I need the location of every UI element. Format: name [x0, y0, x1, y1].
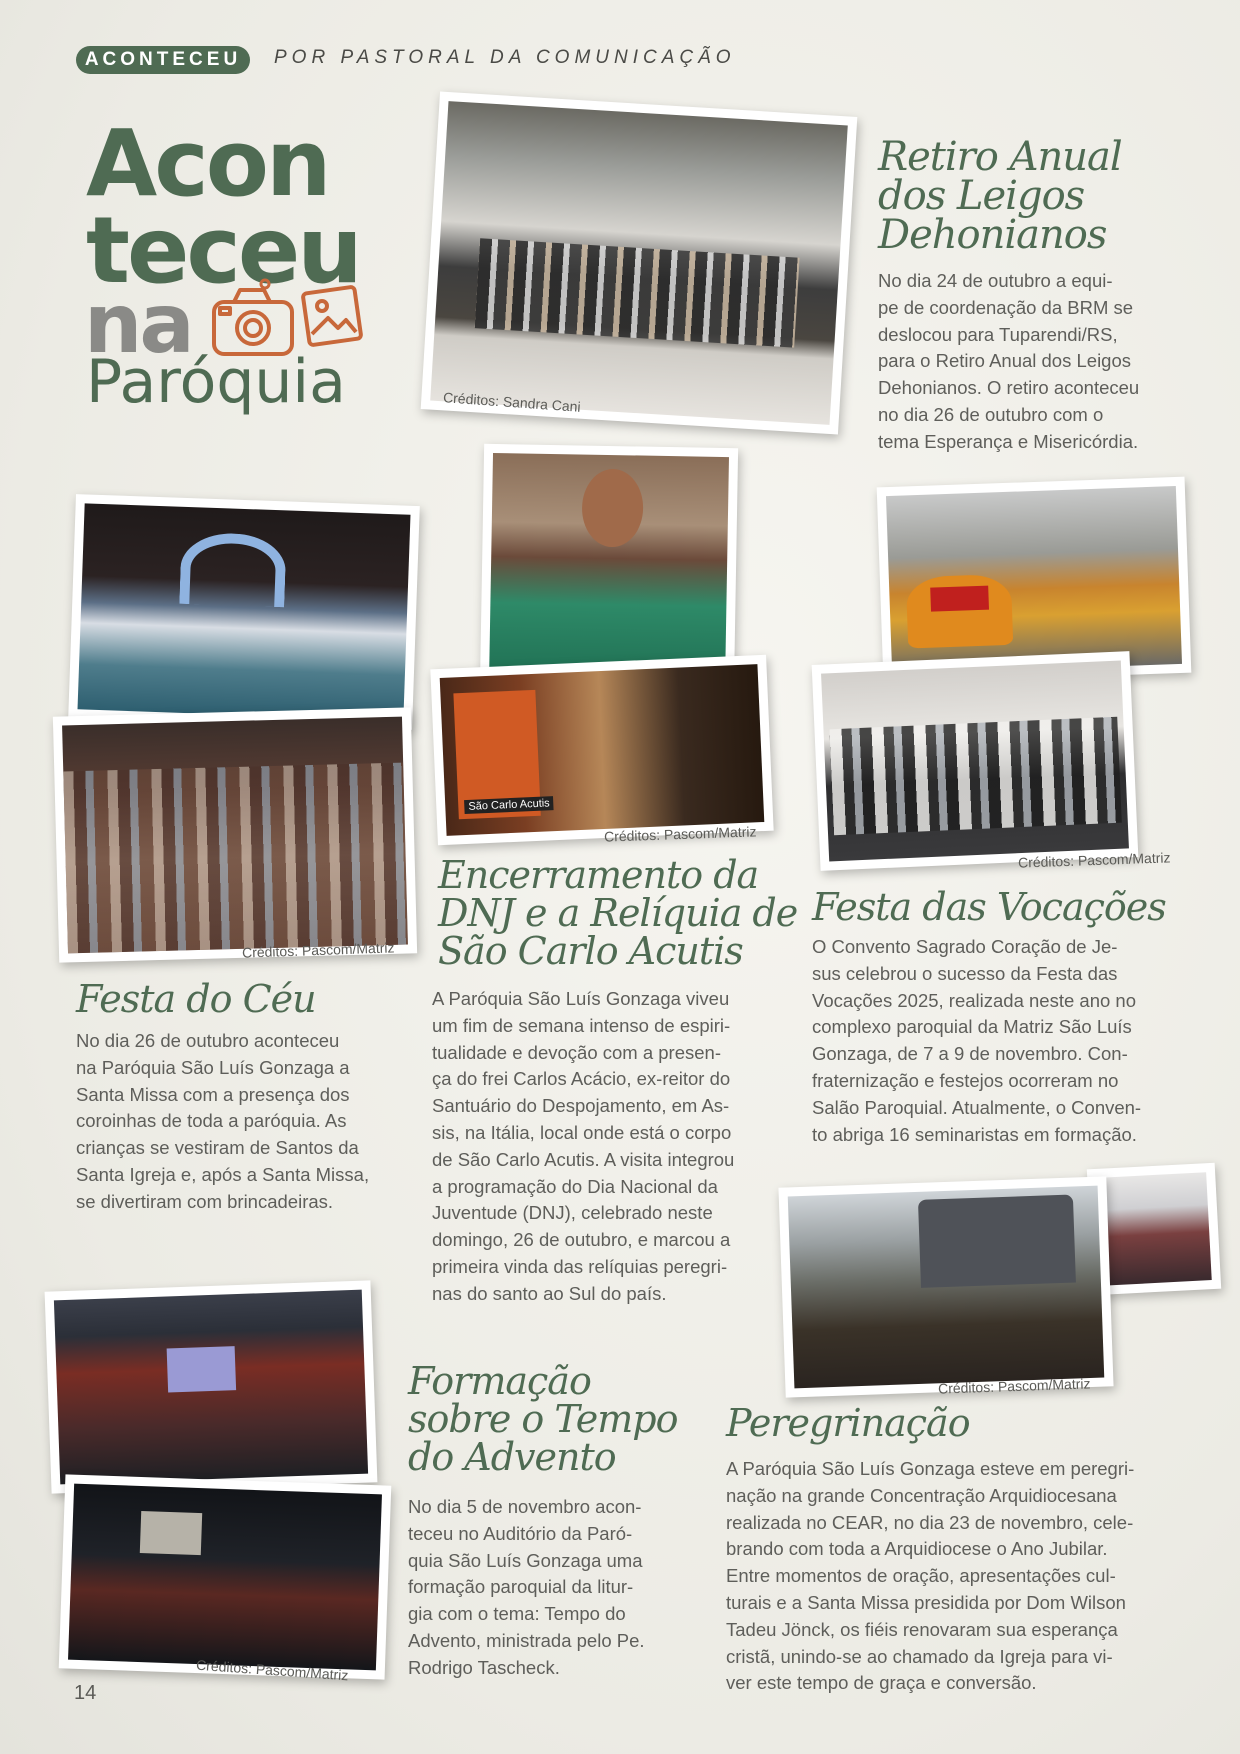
body-peregrinacao: A Paróquia São Luís Gonzaga esteve em peregri- nação na grande Concentração Arquidiocesana realizada no CEAR, no dia 23 de novembro, cele- brando com toda a Arquidiocese o Ano Jubilar. Entre momentos de oração, apresentações cul- turais e a Santa Missa presidida por Dom Wilson Tadeu Jönck, os fiéis renovaram sua esperança cristã, unindo-se ao chamado da Igreja para vi- ver este tempo de graça e conversão. [726, 1458, 1135, 1694]
logo-line-2: teceu [86, 197, 360, 304]
photo-vocacoes-group [812, 651, 1139, 871]
logo-line-1: Acon [86, 110, 329, 217]
photo-advento-2 [59, 1474, 392, 1679]
body-vocacoes: O Convento Sagrado Coração de Je- sus celebrou o sucesso da Festa das Vocações 2025, realizada neste ano no complexo paroquial da Matriz São Luís Gonzaga, de 7 a 9 de novembro. Con- fraternização e festejos ocorreram no Salão Paroquial. Atualmente, o Conven- to abriga 16 seminaristas em formação. [812, 936, 1142, 1145]
body-retiro: No dia 24 de outubro a equi- pe de coordenação da BRM se deslocou para Tuparendi/RS, para o Retiro Anual dos Leigos Dehonianos. O retiro aconteceu no dia 26 de outubro com o tema Esperança e Misericórdia. [878, 270, 1140, 452]
photo-reliquia [430, 655, 773, 845]
byline: POR PASTORAL DA COMUNICAÇÃO [274, 47, 736, 68]
credit-dnj: Créditos: Pascom/Matriz [603, 823, 757, 845]
title-advento: Formação sobre o Tempo do Advento [408, 1359, 678, 1479]
title-retiro: Retiro Anual dos Leigos Dehonianos [878, 134, 1122, 258]
title-ceu: Festa do Céu [76, 977, 316, 1021]
photo-label: São Carlo Acutis [464, 796, 554, 814]
credit-advento: Créditos: Pascom/Matriz [195, 1656, 349, 1684]
photo-retiro [421, 92, 858, 435]
body-advento: No dia 5 de novembro acon- teceu no Auditório da Paró- quia São Luís Gonzaga uma formação paroquial da litur- gia com o tema: Tempo do Advento, ministrada pelo Pe. Rodrigo Tascheck. [408, 1496, 645, 1678]
title-vocacoes: Festa das Vocações [812, 885, 1166, 929]
photo-peregrinacao-group [778, 1176, 1113, 1397]
photo-ceu-crowd [53, 707, 417, 962]
section-tag: ACONTECEU [76, 46, 250, 74]
title-dnj: Encerramento da DNJ e a Relíquia de São Carlo Acutis [438, 853, 798, 973]
credit-retiro: Créditos: Sandra Cani [442, 389, 582, 415]
credit-peregrinacao: Créditos: Pascom/Matriz [937, 1375, 1091, 1397]
credit-vocacoes: Créditos: Pascom/Matriz [1017, 849, 1171, 871]
photo-ceu-stage [68, 494, 420, 730]
body-dnj: A Paróquia São Luís Gonzaga viveu um fim de semana intenso de espiri- tualidade e devoção com a presen- ça do frei Carlos Acácio, ex-reitor do Santuário do Despojamento, em As- sis, na Itália, local onde está o corpo de São Carlo Acutis. A visita integrou a programação do Dia Nacional da Juventude (DNJ), celebrado neste domingo, 26 de outubro, e marcou a primeira vinda das relíquias peregri- nas do santo ao Sul do país. [432, 988, 735, 1304]
camera-icon [210, 276, 370, 372]
page-number: 14 [74, 1682, 97, 1704]
logo-line-4: Paróquia [86, 347, 346, 417]
body-ceu: No dia 26 de outubro aconteceu na Paróquia São Luís Gonzaga a Santa Missa com a presença dos coroinhas de toda a paróquia. As crianças se vestiram de Santos da Santa Igreja e, após a Santa Missa, se divertiram com brincadeiras. [76, 1030, 370, 1212]
photo-vocacoes-car [877, 477, 1192, 684]
logo-line-3: na [84, 277, 192, 372]
credit-ceu: Créditos: Pascom/Matriz [241, 939, 395, 961]
photo-advento-1 [45, 1280, 378, 1493]
title-peregrinacao: Peregrinação [726, 1401, 970, 1445]
picture-frame-icon [303, 287, 362, 346]
